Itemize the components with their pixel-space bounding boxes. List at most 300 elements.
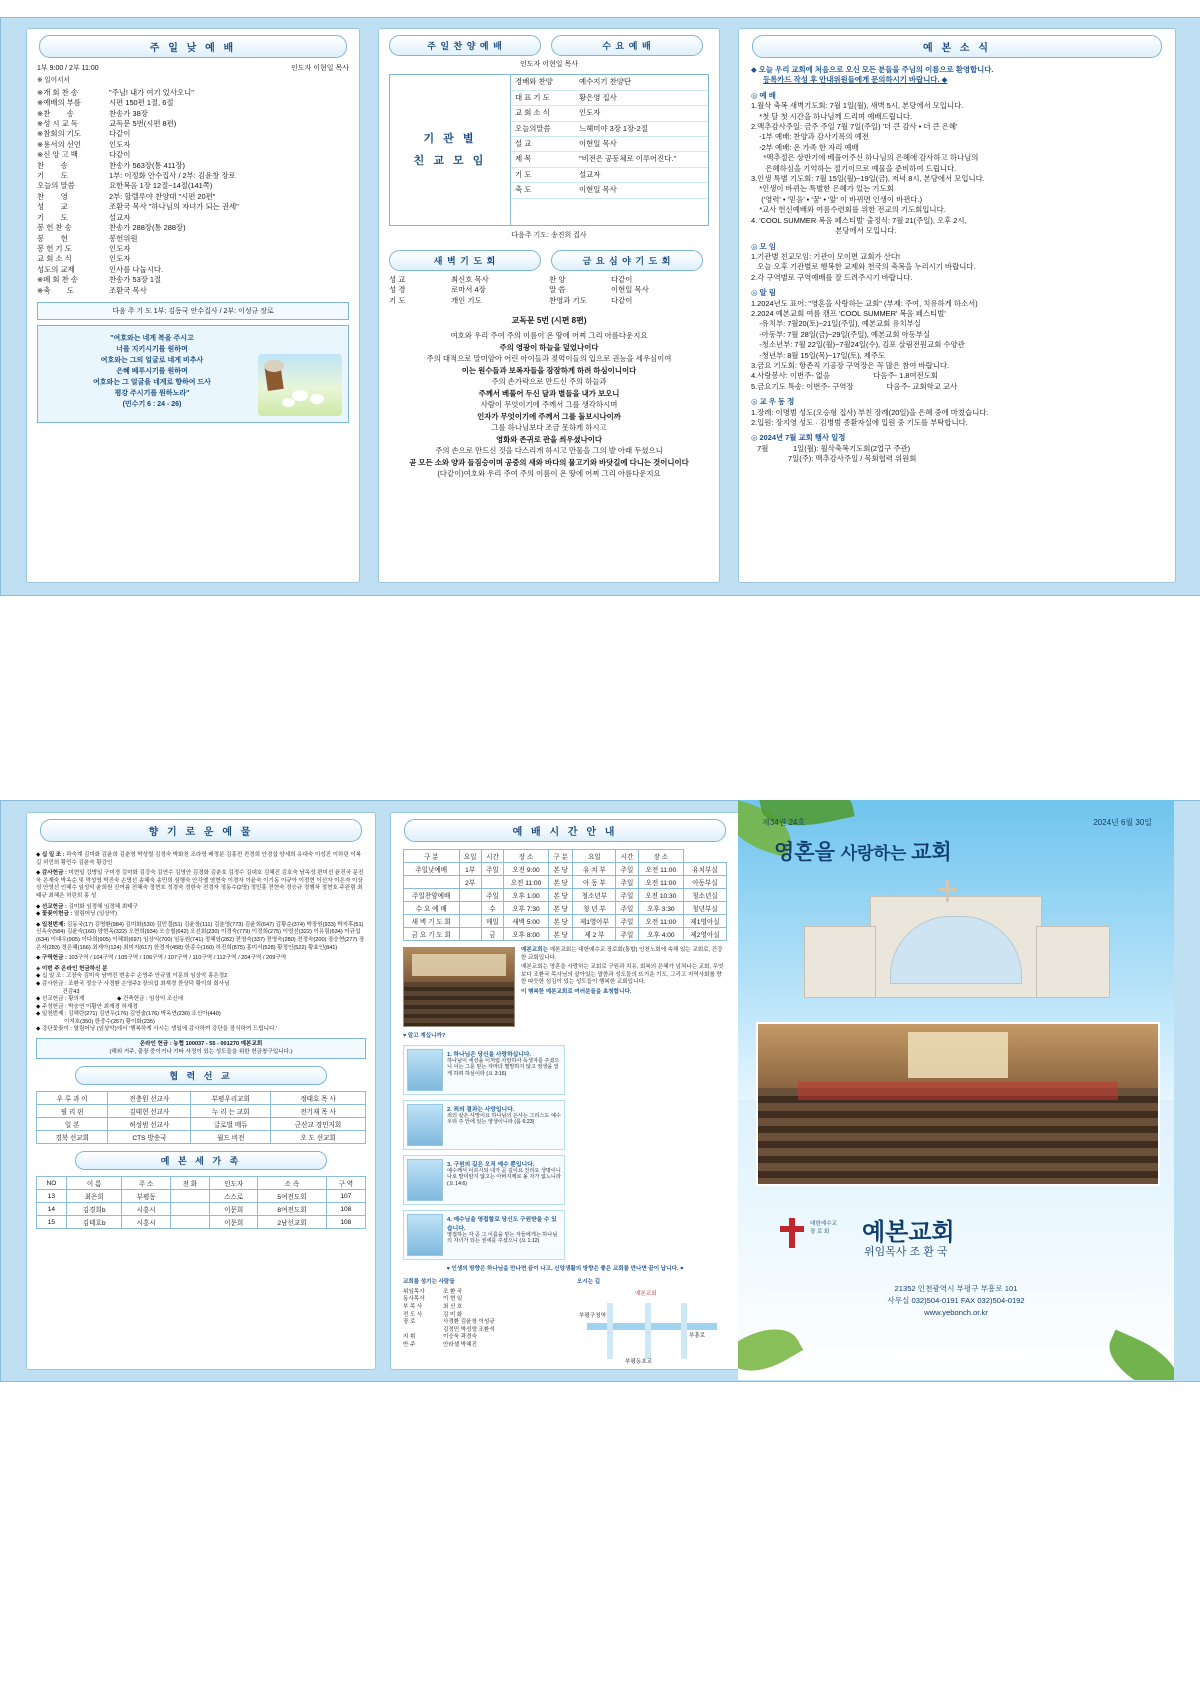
offering-group-names: 김미화 임정혜 임정혜 최태구 — [66, 903, 138, 910]
schedule-cell: 새 벽 기 도 회 — [404, 915, 460, 928]
service-order-label: ※성 시 교 독 — [37, 119, 78, 129]
gospel-card-text: 하나님이 세상을 이처럼 사랑하사 독생자를 주셨으니 이는 그를 믿는 자마다 멸망하지 않고 영생을 얻게 하려 하심이라 (요 3:16) — [447, 1057, 560, 1077]
missions-cell: 월드 비전 — [191, 1131, 271, 1144]
service-order-item — [37, 140, 349, 150]
new-member-cell: 8여전도회 — [258, 1203, 326, 1216]
schedule-header-cell: 시간 — [481, 850, 503, 863]
news-item: -1부 예배: 찬양과 감사기록의 예전 — [751, 132, 869, 142]
news-item: -청소년부: 7월 22일(월)~7월24일(수), 김포 살림전원교회 수양관 — [751, 340, 965, 350]
service-order-label: 봉 헌 기 도 — [37, 243, 72, 253]
service-order-item — [37, 161, 349, 171]
praise-service-title: 주 일 찬 양 예 배 — [389, 35, 541, 56]
gospel-card-body — [447, 1049, 561, 1091]
new-member-cell: 스스로 — [210, 1190, 258, 1203]
staff-name: 이 현 일 — [443, 1296, 463, 1303]
praise-order-value: 예수지기 찬양단 — [579, 77, 632, 87]
staff-name: 이승욱 곽경숙 — [443, 1334, 477, 1341]
intro-keyword: 예본교회는 — [521, 947, 549, 953]
map-label-station: 부평구청역 — [579, 1312, 607, 1319]
new-member-header-cell: 소 속 — [258, 1177, 326, 1190]
service-order-item — [37, 171, 349, 181]
verse-line: (민수기 6 : 24 - 26) — [122, 400, 182, 408]
new-member-cell: 이문희 — [210, 1216, 258, 1229]
schedule-cell: 주일 — [616, 902, 638, 915]
new-member-cell: 이문희 — [210, 1203, 258, 1216]
praise-order-box — [389, 74, 709, 226]
new-member-cell: 15 — [37, 1216, 67, 1229]
news-item: 3.금요 기도회: 항존직 기공장 구역장은 꼭 많은 참여 바랍니다. — [751, 360, 950, 370]
missions-cell: CTS 방송국 — [108, 1131, 191, 1144]
service-order-item — [37, 234, 349, 244]
panel-news — [738, 28, 1176, 583]
praise-order-item — [511, 91, 708, 106]
schedule-cell: 오후 3:30 — [638, 902, 683, 915]
new-member-row — [37, 1190, 366, 1203]
missions-cell: 전충원 선교사 — [108, 1092, 191, 1105]
know-title: ♥ 알고 계십니까? — [403, 1033, 446, 1039]
news-item: 2.입원: 장지영 성도 · 김병범 종환자실에 입원 중 기도를 부탁합니다. — [751, 418, 968, 427]
service-order-label: 찬 영 — [37, 191, 68, 201]
praise-order-value: 느헤미야 3장 1장-2절 — [579, 123, 648, 133]
news-item: 1.2024년도 표어: "영혼을 사랑하는 교회" (부제: 주여, 치유하게 하소서) — [751, 298, 978, 308]
news-section-heading: ◎ 모 임 — [751, 241, 776, 251]
service-order-label: ※개 회 찬 송 — [37, 87, 78, 97]
service-order-value: 다같이 — [109, 129, 131, 139]
staff-title: 교회를 섬기는 사람들 — [403, 1279, 455, 1286]
gospel-card — [403, 1155, 565, 1205]
schedule-cell: 오후 8:00 — [504, 928, 549, 941]
news-item: 2.맥추감사주일: 금주 주일 7월 7일(주일) '더 큰 감사 • 더 큰 은혜' — [751, 122, 958, 132]
responsive-line: 주의 손가락으로 만드신 주의 하늘과 — [491, 377, 607, 387]
verse-line: 너를 지키시기를 원하며 — [116, 345, 188, 353]
gospel-card-heading: 3. 구원의 길은 오직 예수 뿐입니다. — [447, 1161, 535, 1168]
offering-group-line — [36, 955, 366, 963]
church-building-illustration — [774, 886, 1134, 1011]
friday-prayer-item — [549, 296, 699, 306]
schedule-cell: 수 — [481, 902, 503, 915]
new-member-cell: 시흥시 — [122, 1216, 170, 1229]
schedule-row — [404, 876, 727, 889]
offering-group-label: ◆ 감사헌금 : — [36, 870, 67, 877]
dawn-prayer-rows — [389, 275, 539, 306]
service-order-value: 인사를 나눕시다. — [109, 264, 164, 274]
offering-group-label: ◆ 선교헌금 : — [36, 903, 67, 910]
missions-row — [37, 1092, 366, 1105]
staff-name: 김정민 박성렬 조환석 — [443, 1326, 495, 1333]
news-title: 예 본 소 식 — [752, 35, 1162, 58]
service-order-item — [37, 275, 349, 285]
offering-group-label-2: ◆ 꽃꽂이헌금 : — [36, 911, 73, 918]
new-member-cell: 13 — [37, 1190, 67, 1203]
schedule-header-cell: 장 소 — [638, 850, 683, 863]
next-week-prayer-box — [37, 302, 349, 320]
new-member-cell: 시흥시 — [122, 1203, 170, 1216]
dawn-prayer-item-label: 성 경 — [389, 285, 406, 295]
offering-group-line-2 — [36, 911, 366, 919]
offering-group-names: 103구역 / 104구역 / 105구역 / 106구역 / 107구역 / 110구역 / 112구역 / 204구역 / 209구역 — [66, 955, 287, 962]
staff-row — [403, 1342, 569, 1350]
missions-cell: 필 리 핀 — [37, 1105, 108, 1118]
praise-order-rows — [511, 75, 708, 225]
staff-row — [403, 1327, 569, 1335]
new-member-cell: 김태호b — [66, 1216, 122, 1229]
schedule-cell: 아동부실 — [684, 876, 727, 889]
offering-group-names: 미현일 강병일 구미경 김미화 김강숙 김연수 김영안 김경화 김춘호 김정수 김대호 김혜진 김호숙 남옥성 편미선 윤진국 문진욱 은재숙 박옥순 및 막성영 박진숙 손명선 송혜숙 송민희 심행숙 안각옐 염현숙 이경자 이윤숙 이기동 이규아 이정현 이선자 이은자 이상성 안영선 인혜수 임성익 윤희원 진여름 전혜숙 정현호 정경숙 정한숙 전경자 정동수(2명) 정민홍 전현숙 정승규 정행차 정현호 주완림 최태규 최혜은 허린희 홍 성 — [36, 870, 364, 899]
new-member-cell: 2남선교회 — [258, 1216, 326, 1229]
friday-prayer-item-value: 다같이 — [611, 295, 633, 305]
gospel-card-image — [407, 1104, 443, 1146]
verse-line: "여호와는 네게 복을 주시고 — [110, 334, 194, 342]
friday-prayer-title: 금 요 심 야 기 도 회 — [551, 250, 703, 271]
verse-line: 여호와는 그 얼굴을 네게로 향하여 드사 — [93, 378, 211, 386]
schedule-cell: 청소년부 — [573, 889, 616, 902]
new-members-table — [36, 1176, 366, 1229]
schedule-cell: 금 — [481, 928, 503, 941]
cover-phone: 사무실 032)504-0191 FAX 032)504-0192 — [887, 1296, 1025, 1305]
online-offering-heading: ◈ 이번 주 온라인 헌금하신 분 — [36, 965, 108, 972]
panel-schedule-intro — [390, 812, 740, 1370]
new-member-header-cell: 이 름 — [66, 1177, 122, 1190]
schedule-cell: 본 당 — [548, 863, 573, 876]
service-order-value: 인도자 — [109, 139, 131, 149]
gospel-card-image — [407, 1049, 443, 1091]
cover-title-part-2: 사랑하는 — [840, 844, 912, 863]
schedule-cell: 본 당 — [548, 928, 573, 941]
dawn-prayer-title: 새 벽 기 도 회 — [389, 250, 541, 271]
service-order-value: 1부: 이정화 안수집사 / 2부: 김윤창 장로 — [109, 171, 236, 181]
service-order-label: 기 도 — [37, 171, 68, 181]
map-title: 오시는 길 — [577, 1279, 601, 1286]
news-item: 오늘 오후 기관별로 행복한 교제와 천국의 축복을 누리시기 바랍니다. — [751, 262, 976, 272]
staff-role: 동사목사 — [403, 1296, 425, 1303]
responsive-line: 곧 모든 소와 양과 들짐승이며 공중의 새와 바다의 물고기와 바닷길에 다니는 것이니이다 — [409, 457, 689, 467]
gospel-cards — [391, 1041, 739, 1260]
praise-order-label: 축 도 — [515, 185, 532, 195]
service-order-item — [37, 129, 349, 139]
missions-cell: 전기재 목 사 — [271, 1105, 366, 1118]
gospel-card — [403, 1045, 565, 1095]
service-order-item — [37, 192, 349, 202]
new-member-cell: 김경희b — [66, 1203, 122, 1216]
service-order-item — [37, 265, 349, 275]
staff-role: 위임목사 — [403, 1288, 425, 1295]
responsive-reading-title: 교독문 5번 (시편 8편) — [511, 316, 587, 326]
dawn-prayer-item — [389, 285, 539, 295]
staff-name: 최 신 호 — [443, 1303, 463, 1310]
offering-group-line — [36, 922, 366, 952]
cover-title-part-1: 영혼을 — [774, 841, 841, 864]
online-offering-list — [36, 973, 366, 1034]
bank-account-line: 온라인 헌금 : 농협 100037 - 55 - 001270 예본교회 — [139, 1041, 263, 1048]
schedule-cell — [459, 928, 481, 941]
missions-row — [37, 1105, 366, 1118]
denomination-line-2: 장 로 회 — [810, 1229, 830, 1235]
sanctuary-interior-photo — [756, 1022, 1160, 1186]
staff-role: 부 목 사 — [403, 1303, 423, 1310]
service-order-label: ※찬 송 — [37, 108, 74, 118]
news-item: -청년부: 8월 15일(목)~17일(토), 제주도 — [751, 350, 886, 360]
praise-order-item — [511, 152, 708, 167]
schedule-cell: 청 년 부 — [573, 902, 616, 915]
missions-cell: 김태현 선교사 — [108, 1105, 191, 1118]
new-member-cell: 108 — [326, 1203, 365, 1216]
gospel-card-image — [407, 1214, 443, 1256]
praise-order-label: 경배와 찬양 — [515, 77, 553, 87]
service-order-label: 봉 헌 — [37, 233, 68, 243]
friday-prayer-item-value: 이현일 목사 — [611, 285, 649, 295]
schedule-cell: 2부 — [459, 876, 481, 889]
responsive-line: 주의 손으로 만드신 것을 다스리게 하시고 만물을 그의 발 아래 두셨으니 — [435, 446, 663, 456]
offering-group — [36, 852, 366, 867]
praise-order-label: 제 목 — [515, 154, 532, 164]
sunday-order-list — [37, 88, 349, 296]
news-item: -2부 예배: 온 가족 한 자리 예배 — [751, 142, 859, 152]
service-order-value: 찬송가 563장(통 411장) — [109, 160, 185, 170]
gospel-card-heading: 2. 죄의 결과는 사망입니다. — [447, 1106, 515, 1113]
offering-group — [36, 870, 366, 900]
service-order-label: 성도의 교제 — [37, 264, 75, 274]
service-order-label: ※참회의 기도 — [37, 129, 81, 139]
panel-cover — [738, 800, 1174, 1380]
schedule-cell: 주일 — [616, 928, 638, 941]
gospel-card-heading: 4. 예수님을 영접할로 당신도 구원받을 수 있습니다. — [447, 1216, 557, 1232]
schedule-cell: 매일 — [481, 915, 503, 928]
news-section-heading: ◎ 2024년 7월 교회 행사 일정 — [751, 433, 846, 443]
news-body — [751, 91, 1163, 465]
schedule-title: 예 배 시 간 안 내 — [404, 819, 726, 842]
gospel-card-image — [407, 1159, 443, 1201]
responsive-reading-lines — [379, 326, 719, 480]
service-order-value: 교독문 5번(시편 8편) — [109, 119, 177, 129]
new-member-cell — [170, 1203, 209, 1216]
new-member-header-cell: 인도자 — [210, 1177, 258, 1190]
service-order-item — [37, 119, 349, 129]
schedule-header-cell: 장 소 — [504, 850, 549, 863]
schedule-cell: 오전 10:30 — [638, 889, 683, 902]
responsive-line: 주께서 베풀어 두신 달과 별들을 내가 보오니 — [478, 388, 620, 398]
news-section-heading: ◎ 알 림 — [751, 288, 776, 298]
cover-volume: 제34권 24호 — [762, 818, 806, 827]
panel-sunday-service: 주 일 낮 예 배 1부 9:00 / 2부 11:00 인도자 이현일 목사 ※ 일어서서 ※개 회 찬 송 "주님! 내가 여기 있사오니" ※예배의 부름 시편 150편 1절, 6절 ※찬 송 찬송가 38장 ※성 시 교 독 교독문 5번(시편 8편) ※참회의 기도 다같이 ※용서의 선언 인도자 ※신 앙 고 백 다같이 찬 송 찬송가 563장(통 411장) 기 도 1부: 이정화 안수집사 / 2부: 김윤창 장로 오늘의 말씀 요한복음 1장 12절~14절(141쪽) 찬 영 2부: 할렐루야 찬양대 "시편 20편" 성 교 조환국 목사 "하나님의 자녀가 되는 권세" 기 도 설교자 봉 헌 찬 송 찬송가 288장(통 288장) 봉 헌 봉헌위원 봉 헌 기 도 인도자 교 회 소 식 인도자 성도의 교제 인사를 나눕시다. ※폐 회 찬 송 찬송가 53장 1절 ※축 도 조환국 목사 다음 주 기 도 1부: 김동국 안수집사 / 2부: 이성규 장로 "여호와는 네게 복을 주시고 너를 지키시기를 원하며 여호와는 그의 얼굴로 네게 비추사 은혜 베푸시기를 원하며 여호와는 그 얼굴을 네게로 향하여 드사 평강 주시기를 원하노라" (민수기 6 : 24 - 26) — [26, 28, 360, 583]
schedule-cell — [404, 876, 460, 889]
schedule-cell: 주일 — [616, 915, 638, 928]
verse-box — [37, 325, 349, 423]
new-member-cell — [170, 1190, 209, 1203]
service-order-value: 시편 150편 1절, 6절 — [109, 98, 174, 108]
fellowship-label-1: 기 관 별 — [423, 133, 477, 146]
staff-row — [403, 1319, 569, 1327]
praise-order-item — [511, 137, 708, 152]
schedule-cell: 1부 — [459, 863, 481, 876]
schedule-header-cell: 요일 — [573, 850, 616, 863]
gospel-card-heading: 1. 하나님은 당신을 사랑하십니다. — [447, 1051, 532, 1058]
schedule-cell: 청년부실 — [684, 902, 727, 915]
new-member-header-cell: NO — [37, 1177, 67, 1190]
schedule-header-cell: 구 분 — [548, 850, 573, 863]
intro-paragraph-2: 예본교회는 영혼을 사랑하는 교회로 구원과 치유, 회복의 은혜가 넘쳐나는 교회, 무엇보다 조환국 목사님의 살아있는 말씀과 성도들의 뜨거운 기도, 그리고 지역사회를 향한 따듯한 섬김이 있는 성도들이 행복한 교회입니다. — [521, 964, 724, 986]
sunday-service-leader: 인도자 이현일 목사 — [291, 65, 349, 72]
praise-order-item — [511, 122, 708, 137]
gospel-card-text: 영접하는 자 곧 그 이름을 믿는 자들에게는 하나님의 자녀가 되는 권세를 주셨으니 (요 1:12) — [447, 1231, 558, 1245]
friday-prayer-item-label: 찬 양 — [549, 274, 566, 284]
sunday-service-title: 주 일 낮 예 배 — [39, 35, 347, 58]
missions-cell: 오 도 선교회 — [271, 1131, 366, 1144]
friday-prayer-item — [549, 275, 699, 285]
missions-table — [36, 1091, 366, 1144]
praise-order-item — [511, 168, 708, 183]
offering-group-line — [36, 870, 366, 900]
online-offering-line: ◆ 주정헌금 : 박숭연 이황안 최재경 허재경 — [36, 1003, 138, 1010]
missions-cell: 누 리 는 교회 — [191, 1105, 271, 1118]
gospel-card — [403, 1210, 565, 1260]
missions-cell: 경북 선교회 — [37, 1131, 108, 1144]
service-order-label: 찬 송 — [37, 160, 68, 170]
staff-name: 조 환 국 — [443, 1288, 463, 1295]
fellowship-label-2: 친 교 모 임 — [413, 155, 487, 168]
service-order-value: 2부: 할렐루야 찬양대 "시편 20편" — [109, 191, 216, 201]
missions-cell: 군산교 경민지회 — [271, 1118, 366, 1131]
denomination-line-1: 대한예수교 — [810, 1221, 838, 1227]
praise-order-label: 기 도 — [515, 169, 532, 179]
friday-prayer-item — [549, 285, 699, 295]
missions-title: 협 력 선 교 — [75, 1066, 327, 1085]
friday-prayer-item-value: 다같이 — [611, 274, 633, 284]
shepherd-illustration — [258, 354, 342, 416]
online-offering-line: ◆ 감사헌금 : 조환국 정승구 사경환 손영주2 장의섭 최재경 찬상덕 황이희 회사님 — [36, 980, 230, 987]
news-item: 4.사랑봉사: 이번주- 없음 다음주- 1.8여전도회 — [751, 371, 938, 381]
dawn-prayer-item — [389, 296, 539, 306]
schedule-cell: 오전 11:00 — [504, 876, 549, 889]
offering-group-label: ◆ 일천번제: — [36, 921, 66, 928]
praise-order-value: 이현일 목사 — [579, 139, 617, 149]
missions-cell: 글로벌 메듀 — [191, 1118, 271, 1131]
responsive-line: 인자가 무엇이기에 주께서 그를 돌보시나이까 — [477, 411, 621, 421]
schedule-row — [404, 928, 727, 941]
schedule-header-cell: 구 분 — [404, 850, 460, 863]
wednesday-service-title: 수 요 예 배 — [551, 35, 703, 56]
missions-cell: 우 루 과 이 — [37, 1092, 108, 1105]
new-member-cell: 14 — [37, 1203, 67, 1216]
staff-name: 안라셀 박혜진 — [443, 1341, 477, 1348]
missions-row — [37, 1118, 366, 1131]
staff-role: 반 주 — [403, 1341, 416, 1348]
service-order-item — [37, 98, 349, 108]
schedule-cell: 오전 11:00 — [638, 915, 683, 928]
news-item: 4. 'COOL SUMMER 복음 페스티벌' 출정식: 7월 21(주일), 오후 2시, — [751, 215, 967, 225]
dawn-prayer-item-value: 최신호 목사 — [451, 274, 489, 284]
verse-line: 은혜 베푸시기를 원하며 — [116, 367, 188, 375]
schedule-row — [404, 863, 727, 876]
schedule-cell: 주일 — [481, 889, 503, 902]
news-item: 본당에서 모입니다. — [751, 226, 897, 236]
offering-group-names-2: 열림어닝 (임상악) — [72, 911, 117, 918]
gospel-card-body — [447, 1159, 561, 1201]
online-offering-line: ◆ 일천번제 : 김해란(271) 김연우(176) 김연술(176) 박옥연(230) 조신아(440) — [36, 1011, 221, 1018]
service-order-label: ※축 도 — [37, 285, 74, 295]
praise-leader: 인도자 이현일 목사 — [520, 61, 578, 68]
missions-cell: 정태호 목 사 — [271, 1092, 366, 1105]
service-order-label: 기 도 — [37, 212, 68, 222]
cover-church-name: 예본교회 — [862, 1219, 955, 1246]
offering-group-names: 김동국(17) 김명환(984) 김미화(530) 김민결(51) 김윤창(111) 김춘영(773) 김윤희(647) 김황순(374) 박장원(933) 박지후(51) 신옥숙(584) 김윤숙(160) 양현옥(322) 오현희(934) 오승철(642) 오선회(230) 이경숙(779) 이정희(275) 이영선(322) 이유림(634) 이규섭(634) 이대우(905) 이다희(905) 이혜화(697) 임상익(700) 임동원(741) 정혜임(282) 전영숙(337) 전영숙(280) 전정숙(200) 장승현(277) 장은지(283) 정은혜(166) 최재아(124) 최미지(617) 한경자(458) 한종수(160) 허진희(875) 홍미서(528) 황정인(522) 황효인(841) — [36, 921, 365, 951]
staff-row — [403, 1289, 569, 1297]
offering-group — [36, 922, 366, 952]
new-member-cell: 최은희 — [66, 1190, 122, 1203]
news-item: 1.월삭 축복 새벽기도회: 7월 1일(월), 새벽 5시, 본당에서 모입니다. — [751, 101, 964, 111]
intro-paragraph-1: 예본교회는 대한예수교 장로회(통합) 인천노회에 속해 있는 교회로, 건강한 교회입니다. — [521, 947, 723, 961]
dawn-prayer-item-value: 개인 기도 — [451, 295, 482, 305]
responsive-line: 여호와 우리 주여 주의 이름이 온 땅에 어찌 그리 아름다운지요 — [450, 331, 648, 341]
news-item: *맥추절은 상반기에 베풀어주신 하나님의 은혜에 감사하고 하나님의 — [751, 153, 979, 163]
service-order-item — [37, 202, 349, 212]
service-order-item — [37, 244, 349, 254]
new-members-title: 예 본 세 가 족 — [75, 1151, 327, 1170]
service-order-item — [37, 150, 349, 160]
staff-role: 지 휘 — [403, 1334, 416, 1341]
online-offering-line: ◆ 선교헌금 : 황의재 ◆ 건축헌금 : 임상익 조신애 — [36, 996, 184, 1003]
online-offering-line: ◆ 강단꽃꽂이 : 열림어닝 (임상악)에서 '행복하게 사시는 생일에 감사하여 강단을 장식하여 드립니다.' — [36, 1026, 278, 1033]
service-order-label: ※용서의 선언 — [37, 139, 81, 149]
schedule-cell: 아 동 부 — [573, 876, 616, 889]
friday-prayer-item-label: 찬영과 기도 — [549, 295, 587, 305]
bank-account-box — [36, 1038, 366, 1059]
schedule-cell: 주일 — [616, 876, 638, 889]
map-label-church: 예본교회 — [635, 1290, 657, 1297]
responsive-line: 주의 영광이 하늘을 덮었나이다 — [499, 342, 599, 352]
service-order-value: 조환국 목사 — [109, 285, 147, 295]
schedule-cell: 오후 1:00 — [504, 889, 549, 902]
schedule-cell — [459, 915, 481, 928]
gospel-card — [403, 1100, 565, 1150]
responsive-line: 그를 하나님보다 조금 못하게 하시고 — [491, 423, 607, 433]
schedule-cell: 오후 7:30 — [504, 902, 549, 915]
service-order-value: 찬송가 38장 — [109, 108, 148, 118]
news-item: 1.기관별 친교모임: 기관이 모이면 교회가 산다! — [751, 251, 901, 261]
online-offering-line: ◆ 십 일 조 : 고장숙 김미숙 남여진 변송수 손영주 안규열 이문희 임상악 홍은정2 — [36, 973, 228, 980]
cover-pastor: 위임목사 조 환 국 — [864, 1246, 948, 1258]
bank-account-note: (해외 거주, 출장 중이거나 기타 사정이 있는 성도들을 위한 헌금창구입니다.) — [109, 1048, 293, 1055]
offering-group-names: 곽숙계 김미화 김윤희 김춘영 박성렬 김정숙 박화천 조라영 배정분 김홍전 전경희 안경섭 양세희 유대숙 이성진 이하린 이복길 허민희 황민수 김윤숙 황강인 — [36, 852, 362, 866]
service-order-value: 다같이 — [109, 150, 131, 160]
schedule-cell: 유 치 부 — [573, 863, 616, 876]
schedule-cell: 유치부실 — [684, 863, 727, 876]
schedule-cell: 본 당 — [548, 889, 573, 902]
leaf-decoration — [1099, 1329, 1174, 1380]
service-order-value: 봉헌위원 — [109, 233, 138, 243]
cover-address: 21352 인천광역시 부평구 부흥로 101 — [894, 1284, 1018, 1293]
offering-group — [36, 955, 366, 963]
praise-order-value: 인도자 — [579, 108, 601, 118]
schedule-header-cell: 시간 — [616, 850, 638, 863]
schedule-cell: 제1영아부 — [573, 915, 616, 928]
news-welcome-line-2: 등록카드 작성 후 안내위원들에게 문의하시기 바랍니다. ◆ — [763, 75, 948, 85]
map-label-road: 부흥로 — [689, 1332, 706, 1339]
intro-paragraph-3: 이 행복한 예본교회로 여러분들을 초청합니다. — [521, 988, 632, 995]
service-order-item — [37, 254, 349, 264]
verse-line: 평강 주시기를 원하노라" — [114, 389, 190, 397]
friday-prayer-item-label: 말 씀 — [549, 285, 566, 295]
new-member-cell: 부평동 — [122, 1190, 170, 1203]
service-order-item — [37, 109, 349, 119]
offering-title: 향 기 로 운 예 물 — [40, 819, 362, 842]
service-order-value: 인도자 — [109, 243, 131, 253]
praise-order-item — [511, 183, 708, 198]
new-member-row — [37, 1216, 366, 1229]
service-order-item — [37, 213, 349, 223]
service-order-label: 오늘의 말씀 — [37, 181, 75, 191]
sunday-service-time: 1부 9:00 / 2부 11:00 — [37, 65, 99, 72]
schedule-cell: 새벽 5:00 — [504, 915, 549, 928]
